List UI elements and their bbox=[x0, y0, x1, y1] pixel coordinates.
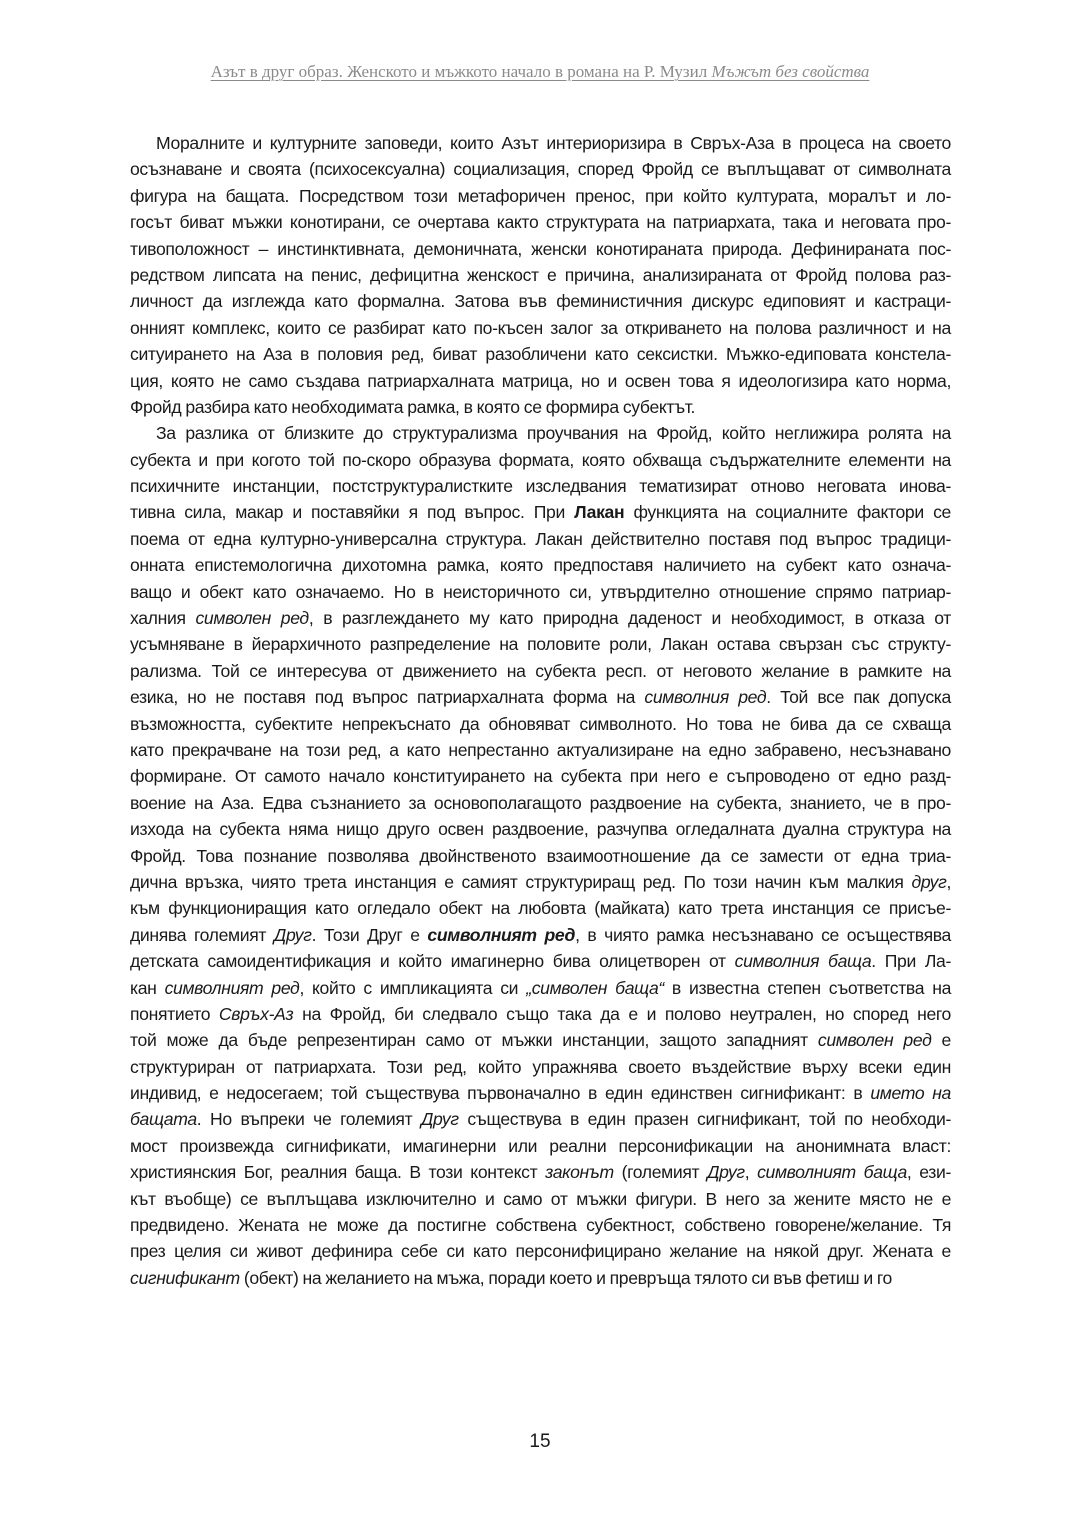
text-line bbox=[130, 262, 951, 288]
text-segment: личност да изглежда като формална. Затова във феминистичния дискурс едиповият и кастраци- bbox=[130, 291, 951, 312]
text-line bbox=[130, 315, 951, 341]
text-segment: (обект) на желанието на мъжа, поради което и превръща тялото си във фетиш и го bbox=[239, 1267, 892, 1288]
text-line bbox=[130, 499, 951, 525]
text-segment: поема от една културно-универсална структура. Лакан действително поставя под въпрос традици- bbox=[130, 528, 951, 549]
text-line bbox=[130, 526, 951, 552]
text-segment: езика, но не поставя под въпрос патриархалната форма на bbox=[130, 687, 645, 708]
emphasized-text: сигнификант bbox=[130, 1267, 240, 1288]
text-segment: динява големият bbox=[130, 924, 274, 945]
emphasized-text: символен ред bbox=[195, 608, 309, 629]
text-segment: . Но въпреки че големият bbox=[196, 1109, 421, 1130]
text-line bbox=[130, 869, 951, 895]
text-line bbox=[130, 130, 951, 156]
text-segment: , bbox=[744, 1162, 758, 1183]
text-segment: (големият bbox=[613, 1162, 708, 1183]
text-line bbox=[130, 394, 951, 420]
text-segment: Фройд. Това познание позволява двойнственото взаимоотношение да се замести от една триа- bbox=[130, 845, 951, 866]
text-line bbox=[130, 605, 951, 631]
body-text bbox=[130, 130, 951, 1291]
text-segment: дична връзка, чиято трета инстанция е самият структуриращ ред. По този начин към малкия bbox=[130, 871, 912, 892]
text-line bbox=[130, 737, 951, 763]
page-number: 15 bbox=[529, 1431, 551, 1452]
text-line bbox=[130, 658, 951, 684]
text-segment: . Той все пак допуска bbox=[766, 687, 951, 708]
text-line bbox=[130, 843, 951, 869]
text-segment: За разлика от близките до структурализма проучвания на Фройд, който неглижира ролята на bbox=[156, 423, 951, 444]
text-line bbox=[130, 156, 951, 182]
text-segment: формиране. От самото начало конституирането на субекта при него е съпроводено от едно разд- bbox=[130, 766, 951, 787]
text-line bbox=[130, 209, 951, 235]
text-segment: Фройд разбира като необходимата рамка, в която се формира субектът. bbox=[130, 396, 696, 417]
text-segment: субекта и при когото той по-скоро образува формата, която обхваща съдържателните елементи на bbox=[130, 449, 951, 470]
text-line bbox=[130, 711, 951, 737]
text-line bbox=[130, 447, 951, 473]
text-segment: психичните инстанции, постструктуралистките изследвания тематизират отново неговата инова- bbox=[130, 476, 951, 497]
text-line bbox=[130, 420, 951, 446]
text-segment: госът биват мъжки конотирани, се очертава както структурата на патриархата, така и неговата про- bbox=[130, 212, 951, 233]
text-segment: тивна сила, макар и поставяйки я под въпрос. При bbox=[130, 502, 575, 523]
emphasized-text: Друг bbox=[273, 924, 312, 945]
text-segment: детската самоидентификация и който имагинерно бива олицетворен от bbox=[130, 951, 735, 972]
text-line bbox=[130, 1212, 951, 1238]
text-segment: , в чиято рамка несъзнавано се осъществява bbox=[575, 924, 951, 945]
text-line bbox=[130, 552, 951, 578]
text-segment: , в разглеждането му като природна даденост и необходимост, в отказа от bbox=[308, 608, 951, 629]
emphasized-text: законът bbox=[545, 1162, 614, 1183]
text-segment: онният комплекс, които се разбират като по-късен залог за откриването на полова различност и на bbox=[130, 317, 951, 338]
emphasized-text: символният ред bbox=[164, 977, 300, 998]
text-segment: , ези- bbox=[906, 1162, 951, 1183]
text-segment: усъмняване в йерархичното разпределение на половите роли, Лакан остава свързан със структу- bbox=[130, 634, 951, 655]
text-segment: ващо и обект като означаемо. Но в неисторичното си, утвърдително отношение спрямо патриар- bbox=[130, 581, 951, 602]
emphasized-text: символния ред bbox=[644, 687, 767, 708]
text-line bbox=[130, 631, 951, 657]
text-line bbox=[130, 1027, 951, 1053]
text-segment: тивоположност – инстинктивната, демоничната, женски конотираната природа. Дефинираната пос- bbox=[130, 238, 951, 259]
text-segment: . При Ла- bbox=[871, 951, 951, 972]
text-segment: . Този Друг е bbox=[311, 924, 428, 945]
text-line bbox=[130, 1265, 951, 1291]
text-line bbox=[130, 1133, 951, 1159]
text-segment: осъзнаване и своята (психосексуална) социализация, според Фройд се въплъщават от символната bbox=[130, 159, 951, 180]
text-line bbox=[130, 1001, 951, 1027]
text-line bbox=[130, 922, 951, 948]
text-line bbox=[130, 1159, 951, 1185]
text-segment: халния bbox=[130, 608, 196, 629]
text-line bbox=[130, 790, 951, 816]
text-segment: предвидено. Жената не може да постигне собствена субектност, собствено говорене/желание. Тя bbox=[130, 1215, 951, 1236]
text-line bbox=[130, 684, 951, 710]
text-line bbox=[130, 895, 951, 921]
text-segment: Моралните и културните заповеди, които Азът интериоризира в Свръх-Аза в процеса на своето bbox=[156, 133, 951, 153]
text-line bbox=[130, 579, 951, 605]
running-header bbox=[0, 62, 1080, 82]
text-segment: онната епистемологична дихотомна рамка, която предпоставя наличието на субект като означа- bbox=[130, 555, 951, 576]
emphasized-text: бащата bbox=[130, 1109, 197, 1130]
text-line bbox=[130, 1054, 951, 1080]
text-segment: е bbox=[931, 1030, 951, 1051]
emphasized-text: символния баща bbox=[734, 951, 872, 972]
text-segment: воение на Аза. Едва съзнанието за основополагащото раздвоение на субекта, знанието, че в про- bbox=[130, 792, 951, 813]
text-segment: християнския Бог, реалния баща. В този контекст bbox=[130, 1162, 546, 1183]
text-segment: възможността, субектите непрекъснато да обновяват символното. Но това не бива да се схваща bbox=[130, 713, 951, 734]
text-segment: , който с импликацията си bbox=[299, 977, 527, 998]
text-line bbox=[130, 368, 951, 394]
text-line bbox=[130, 763, 951, 789]
text-segment: понятието bbox=[130, 1003, 219, 1024]
text-line bbox=[130, 1238, 951, 1264]
emphasized-text: символният ред bbox=[427, 924, 576, 945]
emphasized-text: символният баща bbox=[757, 1162, 907, 1183]
emphasized-text: Друг bbox=[420, 1109, 459, 1130]
emphasized-text: името на bbox=[870, 1083, 951, 1104]
paragraph bbox=[130, 420, 951, 1291]
text-line bbox=[130, 1186, 951, 1212]
text-line bbox=[130, 341, 951, 367]
text-segment: като прекрачване на този ред, а като непрестанно актуализиране на едно забравено, несъзнавано bbox=[130, 739, 951, 760]
emphasized-text: Свръх-Аз bbox=[218, 1003, 294, 1024]
text-segment: на Фройд, би следвало също така да е и полово неутрален, но според него bbox=[293, 1003, 951, 1024]
text-line bbox=[130, 183, 951, 209]
emphasized-text: „символен баща“ bbox=[526, 977, 664, 998]
text-line bbox=[130, 288, 951, 314]
text-segment: ция, която не само създава патриархалната матрица, но и освен това я идеологизира като норма, bbox=[130, 370, 951, 391]
text-line bbox=[130, 236, 951, 262]
text-segment: фигура на бащата. Посредством този метафоричен пренос, при който културата, моралът и ло- bbox=[130, 185, 951, 206]
text-segment: ситуирането на Аза в половия ред, биват разобличени като сексистки. Мъжко-едиповата констела- bbox=[130, 344, 951, 365]
emphasized-text: друг bbox=[911, 871, 947, 892]
paragraph bbox=[130, 130, 951, 420]
emphasized-text: Друг bbox=[707, 1162, 745, 1183]
text-line bbox=[130, 975, 951, 1001]
text-segment: към функциониращия като огледало обект на любовта (майката) като трета инстанция се присъе- bbox=[130, 898, 951, 919]
emphasized-text: символен ред bbox=[817, 1030, 932, 1051]
text-segment: през целия си живот дефинира себе си като персонифицирано желание на някой друг. Жената е bbox=[130, 1241, 951, 1262]
text-line bbox=[130, 1080, 951, 1106]
text-line bbox=[130, 473, 951, 499]
text-segment: индивид, е недосегаем; той съществува първоначално в един единствен сигнификант: в bbox=[130, 1083, 871, 1104]
text-line bbox=[130, 948, 951, 974]
text-segment: съществува в един празен сигнификант, той по необходи- bbox=[458, 1109, 952, 1130]
text-segment: мост произвежда сигнификати, имагинерни или реални персонификации на анонимната власт: bbox=[130, 1135, 951, 1156]
text-segment: , bbox=[946, 871, 951, 892]
text-segment: структуриран от патриархата. Този ред, който упражнява своето въздействие върху всеки един bbox=[130, 1056, 951, 1077]
text-segment: рализма. Той се интересува от движението на субекта респ. от неговото желание в рамките на bbox=[130, 660, 951, 681]
text-segment: кан bbox=[130, 977, 165, 998]
emphasized-text: Лакан bbox=[574, 502, 625, 523]
text-line bbox=[130, 1106, 951, 1132]
text-segment: редством липсата на пенис, дефицитна женскост е причина, анализираната от Фройд полова раз- bbox=[130, 264, 951, 285]
running-header-book-title: Мъжът без свойства bbox=[711, 62, 870, 81]
text-segment: той може да бъде репрезентиран само от мъжки инстанции, защото западният bbox=[130, 1030, 818, 1051]
text-line bbox=[130, 816, 951, 842]
text-segment: кът въобще) се въплъщава изключително и само от мъжки фигури. В него за жените място не е bbox=[130, 1188, 951, 1209]
text-segment: изхода на субекта няма нищо друго освен раздвоение, разчупва огледалната дуална структура на bbox=[130, 819, 951, 840]
text-segment: в известна степен съответства на bbox=[663, 977, 951, 998]
running-header-title: Азът в друг образ. Женското и мъжкото начало в романа на Р. Музил bbox=[210, 62, 712, 81]
text-segment: функцията на социалните фактори се bbox=[624, 502, 951, 523]
